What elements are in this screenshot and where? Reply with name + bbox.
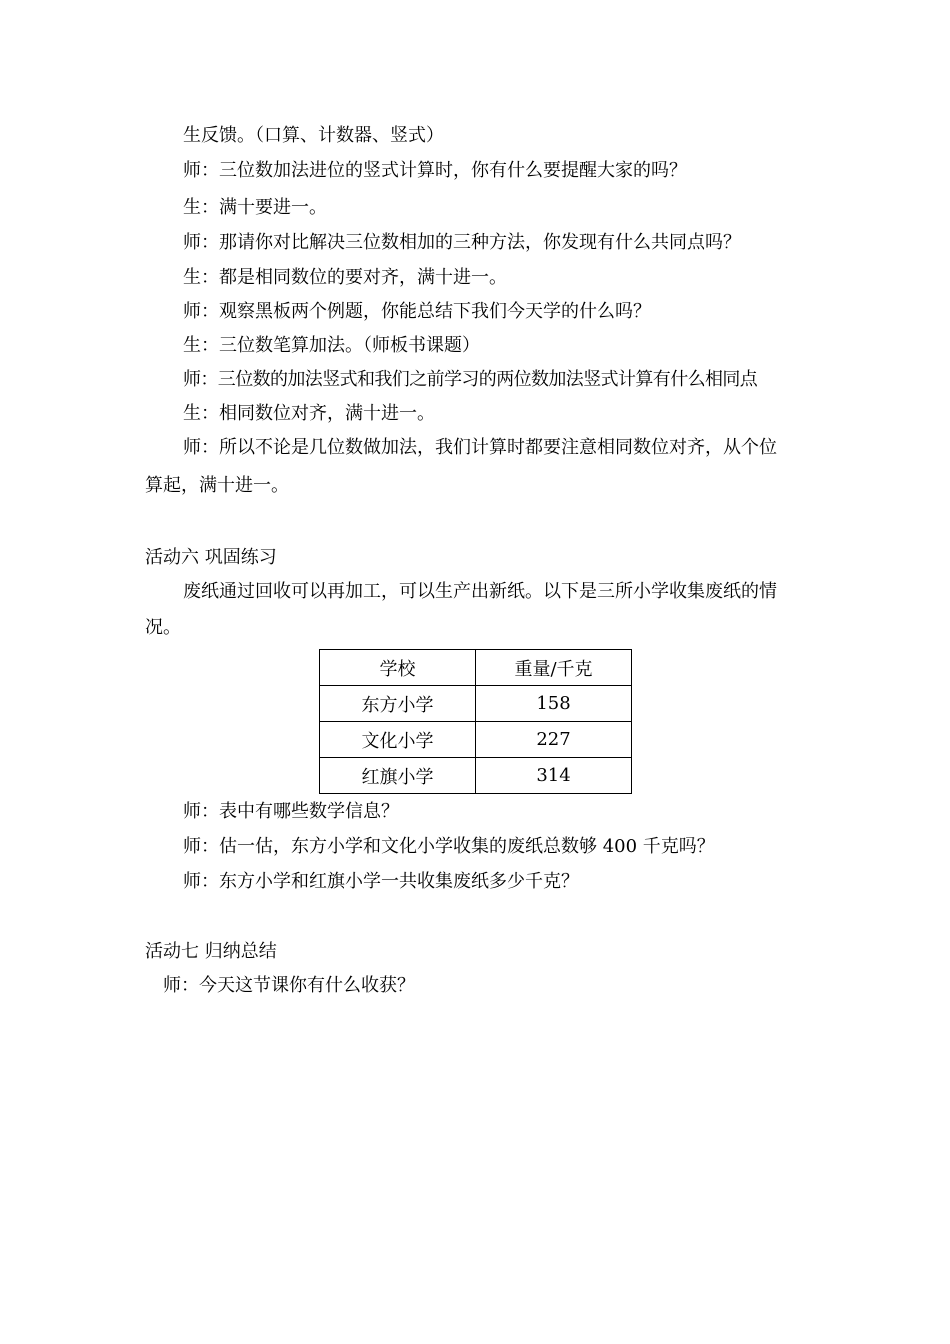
table-row [320,686,632,722]
activity6-intro-cont: 况。 [145,617,181,638]
activity6-question: 师：东方小学和红旗小学一共收集废纸多少千克？ [183,871,579,892]
table-cell-school: 东方小学 [320,686,476,722]
paragraph-teacher-summary-cont: 算起，满十进一。 [145,475,289,496]
paragraph-teacher-question: 师：三位数加法进位的竖式计算时，你有什么要提醒大家的吗？ [183,160,687,181]
table-header-school: 学校 [320,650,476,686]
paragraph-student-answer: 生：三位数笔算加法。（师板书课题） [183,335,480,356]
paragraph-teacher-question: 师：观察黑板两个例题，你能总结下我们今天学的什么吗？ [183,301,651,322]
activity7-heading: 活动七 归纳总结 [145,941,277,962]
activity6-heading: 活动六 巩固练习 [145,547,277,568]
table-cell-weight: 227 [476,722,632,758]
table-cell-school: 文化小学 [320,722,476,758]
paragraph-student-answer: 生：相同数位对齐，满十进一。 [183,403,435,424]
table-cell-weight: 158 [476,686,632,722]
table-header-row [320,650,632,686]
activity7-question: 师：今天这节课你有什么收获？ [163,975,415,996]
paragraph-teacher-summary: 师：所以不论是几位数做加法，我们计算时都要注意相同数位对齐，从个位 [183,437,777,458]
table-row [320,722,632,758]
activity6-question: 师：表中有哪些数学信息？ [183,801,399,822]
table-cell-school: 红旗小学 [320,758,476,794]
table-cell-weight: 314 [476,758,632,794]
paragraph-teacher-question: 师：三位数的加法竖式和我们之前学习的两位数加法竖式计算有什么相同点 [183,369,758,390]
table-row [320,758,632,794]
paragraph-teacher-question: 师：那请你对比解决三位数相加的三种方法，你发现有什么共同点吗？ [183,232,741,253]
paragraph-student-feedback: 生反馈。（口算、计数器、竖式） [183,125,444,146]
paragraph-student-answer: 生：都是相同数位的要对齐，满十进一。 [183,267,507,288]
paper-collection-table [319,649,632,794]
table-header-weight: 重量/千克 [476,650,632,686]
paragraph-student-answer: 生：满十要进一。 [183,197,327,218]
activity6-intro: 废纸通过回收可以再加工，可以生产出新纸。以下是三所小学收集废纸的情 [183,581,777,602]
activity6-question: 师：估一估，东方小学和文化小学收集的废纸总数够 400 千克吗？ [183,836,715,857]
